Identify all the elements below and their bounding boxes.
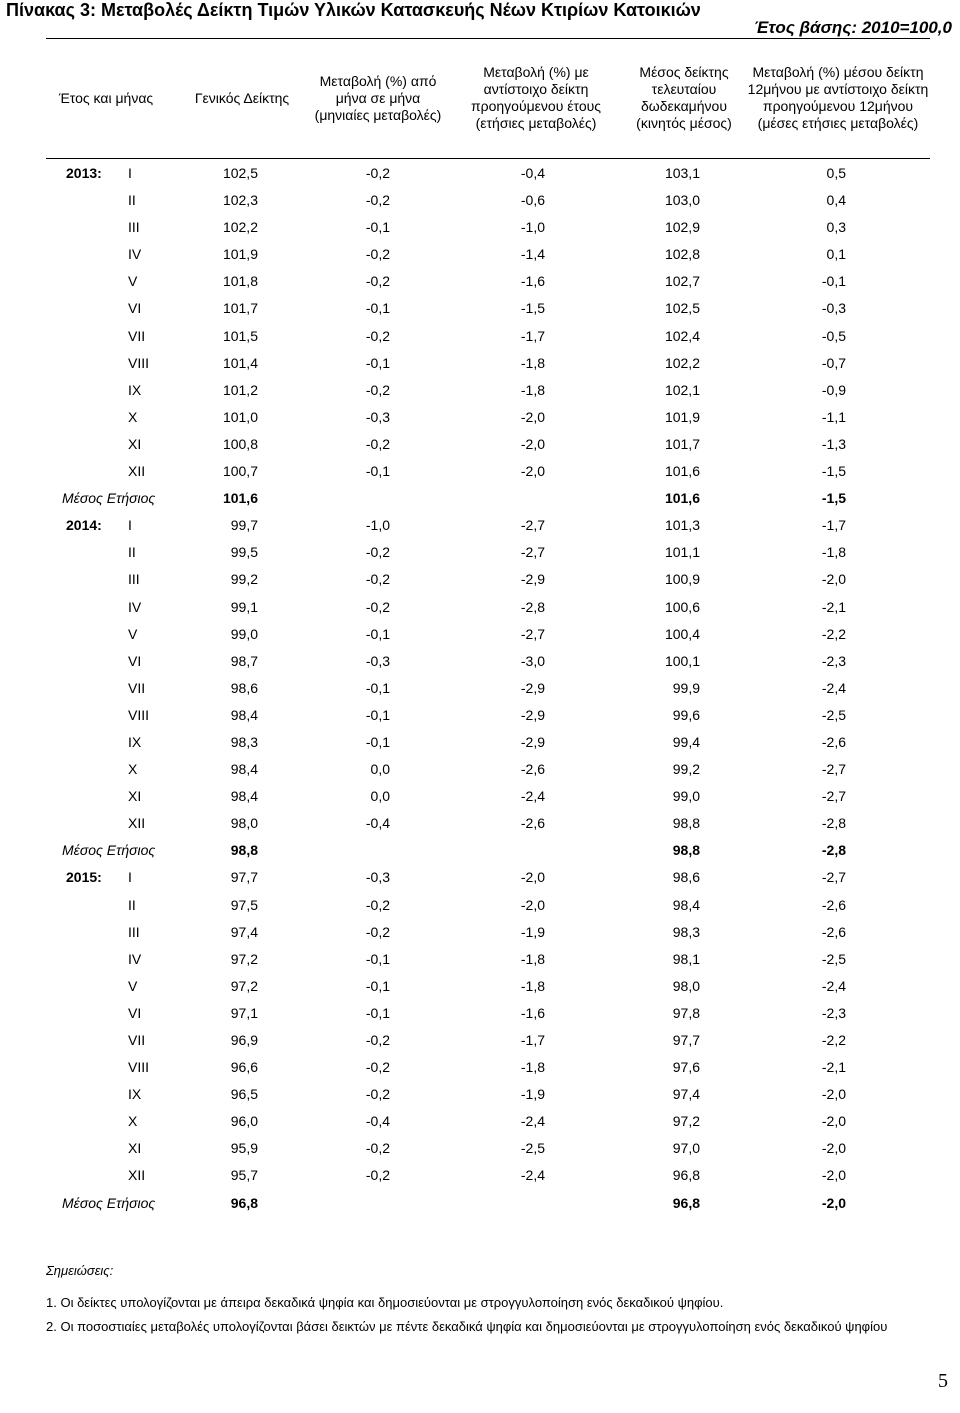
table-row — [0, 1054, 960, 1081]
index-cell: 99,0 — [230, 625, 258, 642]
moving-average-cell: 97,2 — [672, 1113, 700, 1130]
index-cell: 98,4 — [230, 706, 258, 723]
header-average-change: Μεταβολή (%) μέσου δείκτη 12μήνου με αντίστοιχο δείκτη προηγούμενου 12μήνου (μέσες ετήσιες μεταβολές) — [747, 64, 929, 131]
month-change-cell: -0,1 — [365, 463, 390, 480]
moving-average-cell: 97,4 — [672, 1086, 700, 1103]
moving-average-cell: 100,9 — [664, 571, 700, 588]
month-cell: IV — [128, 246, 142, 263]
moving-average-cell: 99,0 — [672, 788, 700, 805]
yearly-change-cell: -1,8 — [520, 381, 545, 398]
index-cell: 101,9 — [222, 246, 258, 263]
moving-average-cell: 98,8 — [672, 815, 700, 832]
average-change-cell: -2,1 — [821, 598, 846, 615]
month-change-cell: -0,2 — [365, 192, 390, 209]
year-cell: 2015: — [66, 869, 102, 886]
annual-label: Μέσος Ετήσιος — [62, 1194, 156, 1211]
index-cell: 96,9 — [230, 1032, 258, 1048]
month-change-cell: -0,2 — [365, 598, 390, 615]
month-cell: IV — [128, 950, 142, 967]
annual-label: Μέσος Ετήσιος — [62, 490, 156, 507]
month-change-cell: -1,0 — [365, 517, 390, 534]
annual-average-row — [0, 1190, 960, 1217]
moving-average-cell: 101,6 — [664, 463, 700, 480]
month-change-cell: -0,3 — [365, 869, 390, 886]
table-row — [0, 214, 960, 241]
average-change-cell: -2,5 — [821, 950, 846, 967]
notes-heading: Σημειώσεις: — [46, 1263, 114, 1278]
table-row — [0, 594, 960, 621]
month-cell: VI — [128, 652, 142, 669]
month-cell: VII — [128, 327, 146, 344]
average-change-cell: 0,1 — [826, 246, 846, 263]
month-change-cell: -0,2 — [365, 1086, 390, 1103]
month-cell: II — [128, 544, 136, 561]
index-cell: 97,2 — [230, 977, 258, 994]
yearly-change-cell: -2,9 — [520, 706, 545, 723]
index-cell: 101,2 — [222, 381, 258, 398]
index-cell: 98,7 — [230, 652, 258, 669]
yearly-change-cell: -2,6 — [520, 761, 545, 778]
moving-average-cell: 102,2 — [664, 354, 700, 371]
moving-average-cell: 98,1 — [672, 950, 700, 967]
table-row — [0, 621, 960, 648]
table-row — [0, 187, 960, 214]
index-cell: 99,7 — [230, 517, 258, 534]
average-change-cell: -0,1 — [821, 273, 846, 290]
table-row — [0, 350, 960, 377]
yearly-change-cell: -2,0 — [520, 896, 545, 913]
average-change-cell: -0,9 — [821, 381, 846, 398]
notes-section — [46, 1262, 926, 1335]
average-change-cell: -2,0 — [821, 1194, 846, 1211]
moving-average-cell: 97,6 — [672, 1059, 700, 1076]
yearly-change-cell: -1,4 — [520, 246, 545, 263]
yearly-change-cell: -1,5 — [520, 300, 545, 317]
yearly-change-cell: -1,9 — [520, 1086, 545, 1103]
average-change-cell: 0,3 — [826, 219, 846, 236]
index-cell: 101,0 — [222, 408, 258, 425]
month-change-cell: -0,2 — [365, 571, 390, 588]
index-cell: 101,7 — [222, 300, 258, 317]
moving-average-cell: 102,8 — [664, 246, 700, 263]
moving-average-cell: 99,6 — [672, 706, 700, 723]
moving-average-cell: 99,4 — [672, 733, 700, 750]
yearly-change-cell: -2,7 — [520, 625, 545, 642]
yearly-change-cell: -1,7 — [520, 1032, 545, 1048]
table-row — [0, 404, 960, 431]
average-change-cell: -2,1 — [821, 1059, 846, 1076]
average-change-cell: 0,4 — [826, 192, 846, 209]
index-cell: 99,2 — [230, 571, 258, 588]
average-change-cell: -2,7 — [821, 761, 846, 778]
month-change-cell: -0,1 — [365, 219, 390, 236]
table-row — [0, 892, 960, 919]
moving-average-cell: 101,9 — [664, 408, 700, 425]
yearly-change-cell: -1,0 — [520, 219, 545, 236]
average-change-cell: -2,3 — [821, 652, 846, 669]
table-row — [0, 973, 960, 1000]
table-row — [0, 1108, 960, 1135]
month-cell: X — [128, 761, 138, 778]
table-row — [0, 1027, 960, 1054]
month-cell: II — [128, 896, 136, 913]
yearly-change-cell: -2,4 — [520, 1167, 545, 1184]
table-title: Πίνακας 3: Μεταβολές Δείκτη Τιμών Υλικών Κατασκευής Νέων Κτιρίων Κατοικιών — [6, 0, 701, 20]
yearly-change-cell: -2,7 — [520, 544, 545, 561]
month-cell: VI — [128, 300, 142, 317]
index-cell: 100,7 — [222, 463, 258, 480]
yearly-change-cell: -2,0 — [520, 408, 545, 425]
month-cell: X — [128, 408, 138, 425]
index-cell: 99,5 — [230, 544, 258, 561]
month-change-cell: -0,1 — [365, 977, 390, 994]
moving-average-cell: 102,7 — [664, 273, 700, 290]
average-change-cell: -2,7 — [821, 788, 846, 805]
annual-average-row — [0, 485, 960, 512]
month-change-cell: -0,4 — [365, 1113, 390, 1130]
month-change-cell: -0,1 — [365, 733, 390, 750]
month-change-cell: -0,2 — [365, 273, 390, 290]
average-change-cell: -2,4 — [821, 679, 846, 696]
table-row — [0, 729, 960, 756]
average-change-cell: -2,8 — [821, 815, 846, 832]
table-row — [0, 268, 960, 295]
month-cell: XII — [128, 815, 146, 832]
month-change-cell: -0,1 — [365, 679, 390, 696]
table-row — [0, 1081, 960, 1108]
month-cell: I — [128, 165, 132, 181]
month-change-cell: -0,2 — [365, 1032, 390, 1048]
moving-average-cell: 103,0 — [664, 192, 700, 209]
month-cell: V — [128, 273, 138, 290]
average-change-cell: -0,3 — [821, 300, 846, 317]
month-cell: XI — [128, 435, 142, 452]
table-row — [0, 323, 960, 350]
yearly-change-cell: -2,6 — [520, 815, 545, 832]
index-cell: 98,8 — [230, 842, 258, 859]
month-cell: XII — [128, 1167, 146, 1184]
table-row — [0, 512, 960, 539]
index-cell: 97,2 — [230, 950, 258, 967]
moving-average-cell: 98,0 — [672, 977, 700, 994]
index-cell: 102,3 — [222, 192, 258, 209]
index-cell: 96,6 — [230, 1059, 258, 1076]
month-cell: III — [128, 571, 140, 588]
month-change-cell: -0,3 — [365, 652, 390, 669]
header-period: Έτος και μήνας — [58, 89, 154, 106]
yearly-change-cell: -2,8 — [520, 598, 545, 615]
index-cell: 97,4 — [230, 923, 258, 940]
header-month-change: Μεταβολή (%) από μήνα σε μήνα (μηνιαίες μεταβολές) — [314, 72, 442, 123]
index-cell: 98,3 — [230, 733, 258, 750]
average-change-cell: -2,4 — [821, 977, 846, 994]
moving-average-cell: 100,4 — [664, 625, 700, 642]
yearly-change-cell: -1,8 — [520, 977, 545, 994]
month-cell: IX — [128, 1086, 142, 1103]
average-change-cell: -1,7 — [821, 517, 846, 534]
month-change-cell: 0,0 — [370, 788, 390, 805]
month-cell: V — [128, 625, 138, 642]
yearly-change-cell: -2,9 — [520, 733, 545, 750]
month-cell: VII — [128, 1032, 146, 1048]
table-row — [0, 241, 960, 268]
average-change-cell: -2,2 — [821, 1032, 846, 1048]
month-change-cell: -0,2 — [365, 327, 390, 344]
average-change-cell: 0,5 — [826, 165, 846, 181]
month-change-cell: -0,2 — [365, 896, 390, 913]
yearly-change-cell: -2,4 — [520, 1113, 545, 1130]
month-change-cell: -0,1 — [365, 1004, 390, 1021]
table-row — [0, 783, 960, 810]
month-cell: V — [128, 977, 138, 994]
month-change-cell: -0,2 — [365, 1140, 390, 1157]
table-row — [0, 566, 960, 593]
month-change-cell: -0,1 — [365, 300, 390, 317]
table-row — [0, 946, 960, 973]
index-cell: 97,7 — [230, 869, 258, 886]
moving-average-cell: 100,1 — [664, 652, 700, 669]
table-row — [0, 702, 960, 729]
note-1: 1. Οι δείκτες υπολογίζονται με άπειρα δεκαδικά ψηφία και δημοσιεύονται με στρογγυλοποίηση ενός δεκαδικού ψηφίου. — [46, 1295, 724, 1310]
average-change-cell: -1,8 — [821, 544, 846, 561]
index-cell: 97,1 — [230, 1004, 258, 1021]
moving-average-cell: 100,6 — [664, 598, 700, 615]
month-change-cell: -0,2 — [365, 381, 390, 398]
index-cell: 97,5 — [230, 896, 258, 913]
average-change-cell: -1,3 — [821, 435, 846, 452]
annual-label: Μέσος Ετήσιος — [62, 842, 156, 859]
moving-average-cell: 98,4 — [672, 896, 700, 913]
table-row — [0, 864, 960, 891]
header-bottom-rule — [46, 158, 930, 159]
table-row — [0, 648, 960, 675]
average-change-cell: -2,7 — [821, 869, 846, 886]
month-cell: VI — [128, 1004, 142, 1021]
average-change-cell: -2,0 — [821, 1113, 846, 1130]
yearly-change-cell: -2,5 — [520, 1140, 545, 1157]
month-cell: III — [128, 923, 140, 940]
header-yearly-change: Μεταβολή (%) με αντίστοιχο δείκτη προηγούμενου έτους (ετήσιες μεταβολές) — [470, 64, 602, 131]
yearly-change-cell: -1,8 — [520, 354, 545, 371]
average-change-cell: -2,0 — [821, 571, 846, 588]
note-2: 2. Οι ποσοστιαίες μεταβολές υπολογίζονται βάσει δεικτών με πέντε δεκαδικά ψηφία και δημοσιεύονται με στρογγυλοποίηση ενός δεκαδικού ψηφίου — [46, 1319, 888, 1334]
month-cell: XII — [128, 463, 146, 480]
month-change-cell: 0,0 — [370, 761, 390, 778]
base-year-label: Έτος βάσης: 2010=100,0 — [753, 18, 952, 37]
month-cell: IX — [128, 381, 142, 398]
average-change-cell: -2,3 — [821, 1004, 846, 1021]
index-cell: 96,8 — [230, 1194, 258, 1211]
moving-average-cell: 101,3 — [664, 517, 700, 534]
table-row — [0, 1162, 960, 1189]
month-cell: XI — [128, 1140, 142, 1157]
table-row — [0, 1000, 960, 1027]
yearly-change-cell: -2,0 — [520, 463, 545, 480]
moving-average-cell: 103,1 — [664, 165, 700, 181]
moving-average-cell: 96,8 — [672, 1167, 700, 1184]
moving-average-cell: 98,6 — [672, 869, 700, 886]
average-change-cell: -2,6 — [821, 923, 846, 940]
month-change-cell: -0,2 — [365, 165, 390, 181]
moving-average-cell: 101,1 — [664, 544, 700, 561]
yearly-change-cell: -2,9 — [520, 571, 545, 588]
average-change-cell: -2,8 — [821, 842, 846, 859]
month-change-cell: -0,2 — [365, 544, 390, 561]
month-cell: VIII — [128, 1059, 150, 1076]
month-cell: I — [128, 517, 132, 534]
yearly-change-cell: -1,7 — [520, 327, 545, 344]
average-change-cell: -1,1 — [821, 408, 846, 425]
average-change-cell: -1,5 — [821, 463, 846, 480]
index-cell: 96,5 — [230, 1086, 258, 1103]
index-cell: 95,9 — [230, 1140, 258, 1157]
moving-average-cell: 99,2 — [672, 761, 700, 778]
month-change-cell: -0,2 — [365, 1167, 390, 1184]
month-cell: I — [128, 869, 132, 886]
table-row — [0, 539, 960, 566]
table-row — [0, 431, 960, 458]
table-row — [0, 160, 960, 187]
average-change-cell: -1,5 — [821, 490, 846, 507]
table-row — [0, 295, 960, 322]
month-change-cell: -0,2 — [365, 435, 390, 452]
header-top-rule — [46, 38, 930, 39]
month-change-cell: -0,2 — [365, 1059, 390, 1076]
index-cell: 101,6 — [222, 490, 258, 507]
month-cell: XI — [128, 788, 142, 805]
moving-average-cell: 96,8 — [672, 1194, 700, 1211]
yearly-change-cell: -1,9 — [520, 923, 545, 940]
year-cell: 2013: — [66, 165, 102, 181]
index-cell: 98,0 — [230, 815, 258, 832]
yearly-change-cell: -2,9 — [520, 679, 545, 696]
average-change-cell: -2,5 — [821, 706, 846, 723]
month-change-cell: -0,2 — [365, 923, 390, 940]
yearly-change-cell: -0,4 — [520, 165, 545, 181]
yearly-change-cell: -1,6 — [520, 1004, 545, 1021]
page-number: 5 — [938, 1370, 948, 1392]
table-row — [0, 458, 960, 485]
index-cell: 99,1 — [230, 598, 258, 615]
moving-average-cell: 97,7 — [672, 1032, 700, 1048]
month-change-cell: -0,1 — [365, 706, 390, 723]
index-cell: 102,2 — [222, 219, 258, 236]
average-change-cell: -2,6 — [821, 733, 846, 750]
moving-average-cell: 97,0 — [672, 1140, 700, 1157]
average-change-cell: -2,0 — [821, 1167, 846, 1184]
month-cell: X — [128, 1113, 138, 1130]
yearly-change-cell: -1,6 — [520, 273, 545, 290]
yearly-change-cell: -0,6 — [520, 192, 545, 209]
index-cell: 100,8 — [222, 435, 258, 452]
table-row — [0, 756, 960, 783]
index-cell: 96,0 — [230, 1113, 258, 1130]
table-row — [0, 377, 960, 404]
index-cell: 98,4 — [230, 761, 258, 778]
table-row — [0, 675, 960, 702]
index-cell: 101,8 — [222, 273, 258, 290]
index-cell: 101,4 — [222, 354, 258, 371]
moving-average-cell: 102,9 — [664, 219, 700, 236]
table-row — [0, 1135, 960, 1162]
average-change-cell: -2,0 — [821, 1140, 846, 1157]
moving-average-cell: 102,5 — [664, 300, 700, 317]
average-change-cell: -0,5 — [821, 327, 846, 344]
month-change-cell: -0,2 — [365, 246, 390, 263]
header-index: Γενικός Δείκτης — [194, 89, 290, 106]
month-change-cell: -0,1 — [365, 354, 390, 371]
index-cell: 95,7 — [230, 1167, 258, 1184]
yearly-change-cell: -2,0 — [520, 869, 545, 886]
yearly-change-cell: -3,0 — [520, 652, 545, 669]
month-cell: IV — [128, 598, 142, 615]
average-change-cell: -2,2 — [821, 625, 846, 642]
moving-average-cell: 98,3 — [672, 923, 700, 940]
moving-average-cell: 102,4 — [664, 327, 700, 344]
yearly-change-cell: -2,7 — [520, 517, 545, 534]
index-cell: 102,5 — [222, 165, 258, 181]
yearly-change-cell: -2,4 — [520, 788, 545, 805]
moving-average-cell: 101,7 — [664, 435, 700, 452]
moving-average-cell: 99,9 — [672, 679, 700, 696]
moving-average-cell: 98,8 — [672, 842, 700, 859]
annual-average-row — [0, 837, 960, 864]
month-cell: III — [128, 219, 140, 236]
month-cell: VIII — [128, 706, 150, 723]
yearly-change-cell: -1,8 — [520, 950, 545, 967]
table-header — [46, 40, 930, 156]
month-cell: II — [128, 192, 136, 209]
month-change-cell: -0,1 — [365, 950, 390, 967]
moving-average-cell: 102,1 — [664, 381, 700, 398]
month-cell: VIII — [128, 354, 150, 371]
table-row — [0, 919, 960, 946]
moving-average-cell: 97,8 — [672, 1004, 700, 1021]
month-cell: VII — [128, 679, 146, 696]
table-row — [0, 810, 960, 837]
index-cell: 101,5 — [222, 327, 258, 344]
month-change-cell: -0,3 — [365, 408, 390, 425]
moving-average-cell: 101,6 — [664, 490, 700, 507]
yearly-change-cell: -2,0 — [520, 435, 545, 452]
average-change-cell: -0,7 — [821, 354, 846, 371]
header-moving-average: Μέσος δείκτης τελευταίου δωδεκαμήνου (κινητός μέσος) — [636, 64, 732, 131]
average-change-cell: -2,0 — [821, 1086, 846, 1103]
average-change-cell: -2,6 — [821, 896, 846, 913]
month-change-cell: -0,1 — [365, 625, 390, 642]
month-cell: IX — [128, 733, 142, 750]
table-body — [0, 160, 960, 1217]
yearly-change-cell: -1,8 — [520, 1059, 545, 1076]
year-cell: 2014: — [66, 517, 102, 534]
index-cell: 98,6 — [230, 679, 258, 696]
month-change-cell: -0,4 — [365, 815, 390, 832]
index-cell: 98,4 — [230, 788, 258, 805]
